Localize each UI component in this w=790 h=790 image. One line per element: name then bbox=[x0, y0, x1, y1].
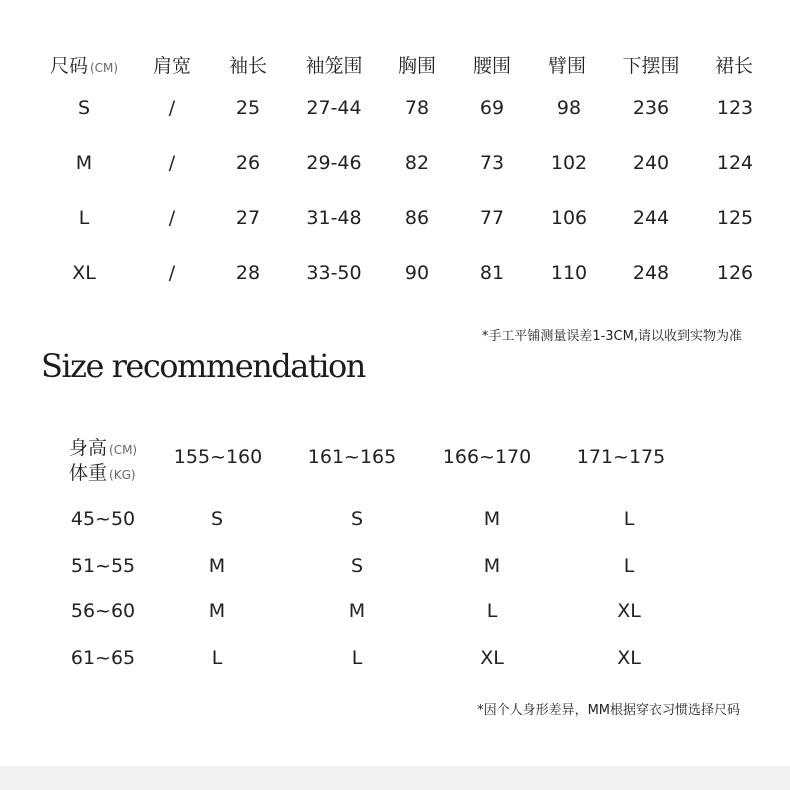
table-cell: 244 bbox=[632, 207, 670, 229]
table-cell: 27-44 bbox=[306, 97, 362, 119]
table-cell: 29-46 bbox=[306, 152, 362, 174]
header-dress-length: 裙长 bbox=[714, 55, 754, 77]
table-cell: 123 bbox=[716, 97, 754, 119]
measurement-note: *手工平铺测量误差1-3CM,请以收到实物为准 bbox=[481, 329, 742, 344]
recommended-size: S bbox=[350, 508, 364, 530]
table-cell: 236 bbox=[632, 97, 670, 119]
table-cell: / bbox=[168, 152, 176, 174]
recommended-size: S bbox=[210, 508, 224, 530]
height-unit: (CM) bbox=[109, 443, 138, 457]
table-cell: 240 bbox=[632, 152, 670, 174]
table-cell: 28 bbox=[235, 262, 261, 284]
header-size: 尺码 (CM) bbox=[49, 55, 119, 77]
table-cell: 90 bbox=[404, 262, 430, 284]
recommended-size: M bbox=[348, 600, 366, 622]
recommended-size: M bbox=[208, 555, 226, 577]
height-range: 171~175 bbox=[576, 446, 666, 468]
table-cell: 25 bbox=[235, 97, 261, 119]
recommended-size: XL bbox=[480, 647, 504, 669]
recommended-size: M bbox=[208, 600, 226, 622]
weight-range: 51~55 bbox=[70, 555, 136, 577]
recommended-size: M bbox=[483, 555, 501, 577]
table-cell: XL bbox=[72, 262, 96, 284]
table-cell: / bbox=[168, 97, 176, 119]
header-sleeve-length: 袖长 bbox=[228, 55, 268, 77]
recommended-size: L bbox=[623, 508, 635, 530]
table-cell: 26 bbox=[235, 152, 261, 174]
table-cell: 81 bbox=[479, 262, 505, 284]
table-cell: / bbox=[168, 262, 176, 284]
weight-label: 体重 (KG) bbox=[69, 462, 136, 484]
weight-range: 61~65 bbox=[70, 647, 136, 669]
table-cell: 27 bbox=[235, 207, 261, 229]
table-cell: 125 bbox=[716, 207, 754, 229]
height-range: 155~160 bbox=[173, 446, 263, 468]
table-cell: 110 bbox=[550, 262, 588, 284]
height-label: 身高 (CM) bbox=[69, 437, 138, 459]
fit-note: *因个人身形差异，MM根据穿衣习惯选择尺码 bbox=[477, 703, 740, 718]
recommended-size: S bbox=[350, 555, 364, 577]
recommended-size: L bbox=[623, 555, 635, 577]
table-cell: 78 bbox=[404, 97, 430, 119]
table-cell: 33-50 bbox=[306, 262, 362, 284]
table-cell: 31-48 bbox=[306, 207, 362, 229]
weight-unit: (KG) bbox=[109, 468, 136, 482]
footer-band bbox=[0, 766, 790, 790]
table-cell: 77 bbox=[479, 207, 505, 229]
header-armhole: 袖笼围 bbox=[305, 55, 363, 77]
table-cell: 82 bbox=[404, 152, 430, 174]
table-cell: 73 bbox=[479, 152, 505, 174]
weight-range: 45~50 bbox=[70, 508, 136, 530]
table-cell: 124 bbox=[716, 152, 754, 174]
table-cell: / bbox=[168, 207, 176, 229]
table-cell: 86 bbox=[404, 207, 430, 229]
recommended-size: XL bbox=[617, 647, 641, 669]
header-upper-arm: 臂围 bbox=[547, 55, 587, 77]
recommended-size: M bbox=[483, 508, 501, 530]
section-title: Size recommendation bbox=[41, 347, 365, 385]
table-cell: L bbox=[78, 207, 90, 229]
table-cell: 102 bbox=[550, 152, 588, 174]
table-cell: M bbox=[75, 152, 93, 174]
table-cell: 126 bbox=[716, 262, 754, 284]
header-unit: (CM) bbox=[89, 61, 119, 75]
recommended-size: L bbox=[211, 647, 223, 669]
header-chest: 胸围 bbox=[397, 55, 437, 77]
recommended-size: XL bbox=[617, 600, 641, 622]
height-range: 166~170 bbox=[442, 446, 532, 468]
table-cell: 98 bbox=[556, 97, 582, 119]
recommended-size: L bbox=[486, 600, 498, 622]
header-waist: 腰围 bbox=[472, 55, 512, 77]
weight-range: 56~60 bbox=[70, 600, 136, 622]
header-shoulder: 肩宽 bbox=[152, 55, 192, 77]
height-range: 161~165 bbox=[307, 446, 397, 468]
table-cell: 248 bbox=[632, 262, 670, 284]
header-hem: 下摆围 bbox=[622, 55, 680, 77]
table-cell: S bbox=[77, 97, 91, 119]
recommended-size: L bbox=[351, 647, 363, 669]
table-cell: 106 bbox=[550, 207, 588, 229]
table-cell: 69 bbox=[479, 97, 505, 119]
